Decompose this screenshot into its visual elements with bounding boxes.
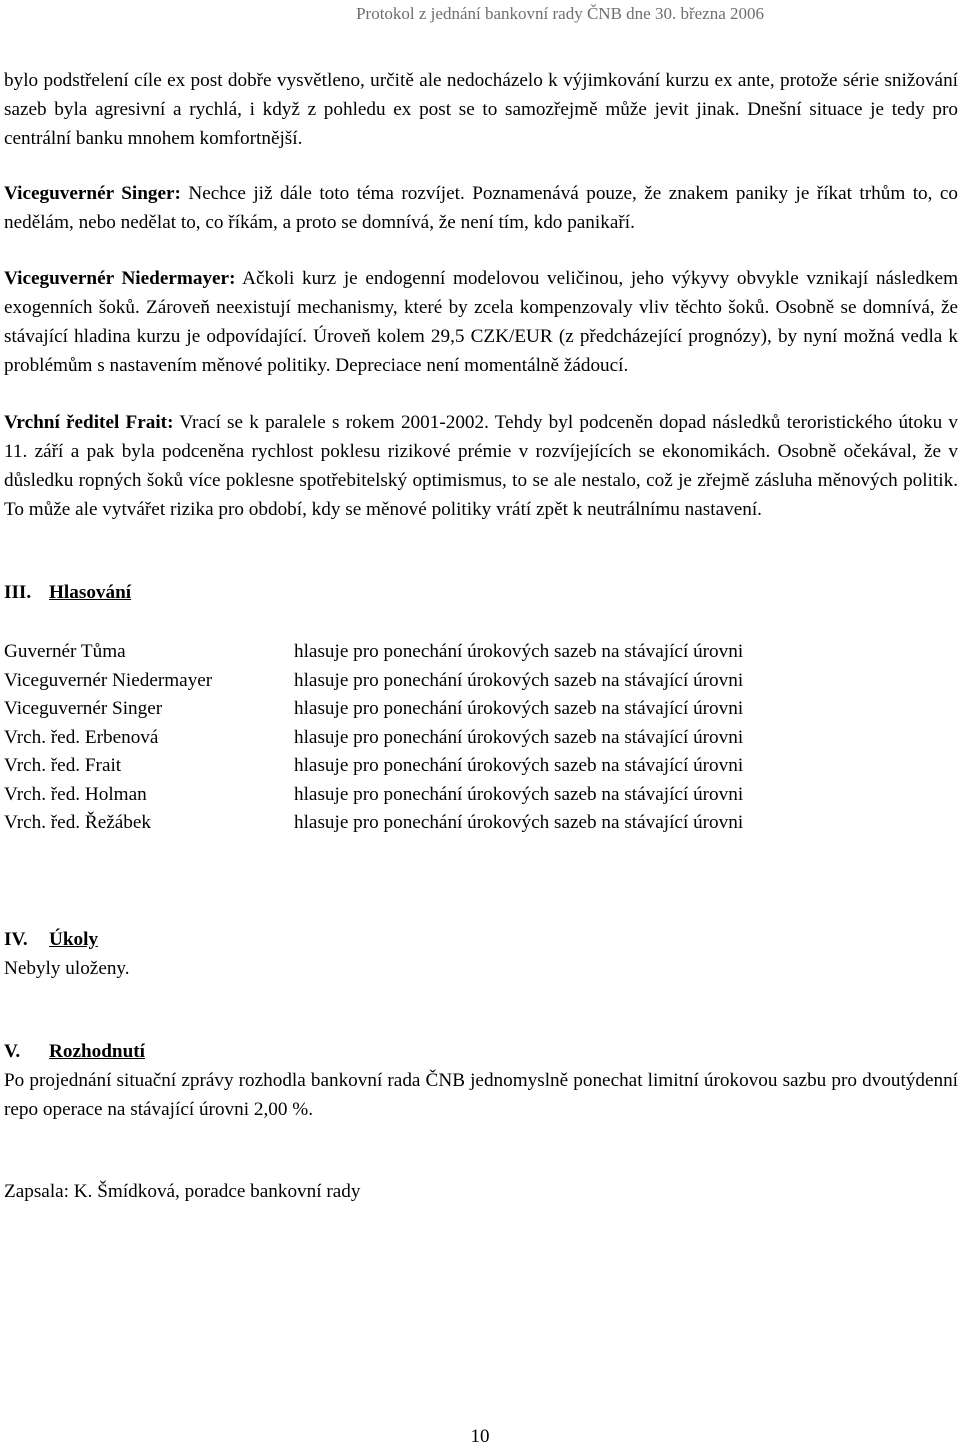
vote-row (4, 808, 958, 837)
frait-text: Vrací se k paralele s rokem 2001-2002. Tehdy byl podceněn dopad následků teroristického útoku v 11. září a pak byla podceněna rychlost poklesu rizikové prémie v rozvíjejících se ekonomikách. Osobně očekával, že v důsledku ropných šoků více poklesne spotřebitelský optimismus, to se ale nestalo, což je zřejmě zásluha měnových politik. To může ale vytvářet rizika pro období, kdy se měnové politiky vrátí zpět k neutrálnímu nastavení. (4, 412, 958, 520)
voter-name: Viceguvernér Singer (4, 698, 163, 719)
section-title: Úkoly (49, 928, 99, 950)
vote-text: hlasuje pro ponechání úrokových sazeb na stávající úrovni (294, 812, 744, 833)
vote-row (4, 751, 958, 780)
signature: Zapsala: K. Šmídková, poradce bankovní rady (4, 1180, 361, 1202)
vote-text: hlasuje pro ponechání úrokových sazeb na stávající úrovni (294, 783, 744, 805)
page-number: 10 (470, 1426, 490, 1447)
niedermayer-text: Ačkoli kurz je endogenní modelovou veličinou, jeho výkyvy obvykle vznikají následkem exogenních šoků. Zároveň neexistují mechanismy, které by zcela kompenzovaly vliv těchto šoků. Osobně se domnívá, že stávající hladina kurzu je odpovídající. Úroveň kolem 29,5 CZK/EUR (z předcházející prognózy), by nyní možná vedla k problémům s nastavením měnové politiky. Depreciace není momentálně žádoucí. (4, 268, 958, 376)
voter-name: Vrch. řed. Frait (4, 755, 122, 776)
vote-row (4, 666, 958, 695)
voter-name: Vrch. řed. Řežábek (4, 812, 151, 833)
paragraph-frait (4, 408, 958, 524)
speaker-niedermayer: Viceguvernér Niedermayer: (4, 268, 236, 289)
vote-text: hlasuje pro ponechání úrokových sazeb na stávající úrovni (294, 698, 744, 719)
page-header: Protokol z jednání bankovní rady ČNB dne 30. března 2006 (356, 4, 764, 23)
singer-text: Nechce již dále toto téma rozvíjet. Poznamenává pouze, že znakem paniky je říkat trhům to, co nedělám, nebo nedělat to, co říkám, a proto se domnívá, že není tím, kdo panikaří. (4, 183, 958, 233)
vote-row (4, 694, 958, 723)
tasks-text: Nebyly uloženy. (4, 957, 130, 979)
section-voting-heading (4, 578, 958, 607)
vote-row (4, 780, 958, 809)
paragraph-singer (4, 179, 958, 237)
paragraph-intro: bylo podstřelení cíle ex post dobře vysvětleno, určitě ale nedocházelo k výjimkování kurzu ex ante, protože série snižování sazeb byla agresivní a rychlá, i když z pohledu ex post se to samozřejmě může jevit jinak. Dnešní situace je tedy pro centrální banku mnohem komfortnější. (4, 70, 958, 149)
speaker-frait: Vrchní ředitel Frait: (4, 412, 174, 433)
paragraph-niedermayer (4, 264, 958, 380)
voter-name: Viceguvernér Niedermayer (4, 669, 213, 691)
vote-table (4, 637, 958, 837)
section-number: V. (4, 1040, 21, 1062)
vote-row (4, 637, 958, 666)
vote-text: hlasuje pro ponechání úrokových sazeb na stávající úrovni (294, 726, 744, 748)
vote-text: hlasuje pro ponechání úrokových sazeb na stávající úrovni (294, 755, 744, 776)
section-title: Rozhodnutí (49, 1040, 145, 1062)
section-tasks-heading (4, 925, 958, 954)
decision-text: Po projednání situační zprávy rozhodla bankovní rada ČNB jednomyslně ponechat limitní úrokovou sazbu pro dvoutýdenní repo operace na stávající úrovni 2,00 %. (4, 1069, 958, 1120)
vote-row (4, 723, 958, 752)
section-number: IV. (4, 928, 28, 950)
document-body (4, 66, 958, 1206)
section-number: III. (4, 582, 32, 603)
voter-name: Vrch. řed. Holman (4, 783, 147, 805)
speaker-singer: Viceguvernér Singer: (4, 183, 181, 204)
vote-text: hlasuje pro ponechání úrokových sazeb na stávající úrovni (294, 669, 744, 691)
section-title: Hlasování (49, 582, 132, 603)
vote-text: hlasuje pro ponechání úrokových sazeb na stávající úrovni (294, 641, 744, 662)
section-decision-heading (4, 1037, 958, 1066)
voter-name: Vrch. řed. Erbenová (4, 726, 159, 748)
voter-name: Guvernér Tůma (4, 641, 126, 662)
